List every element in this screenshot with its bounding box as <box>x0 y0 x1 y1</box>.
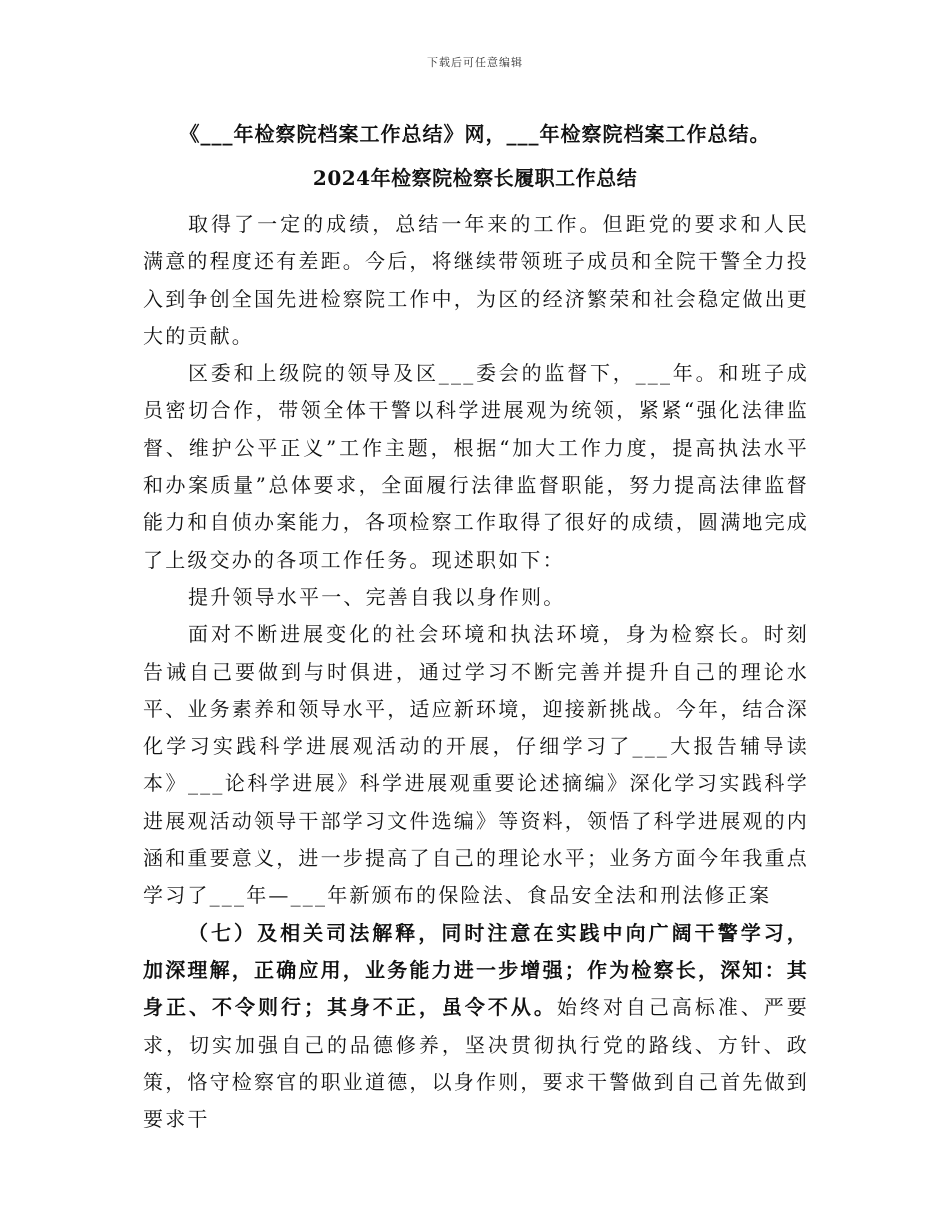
document-title-line-1: 《___年检察院档案工作总结》网，___年检察院档案工作总结。 <box>179 122 771 146</box>
paragraph-1: 取得了一定的成绩，总结一年来的工作。但距党的要求和人民满意的程度还有差距。今后，将继续带领班子成员和全院干警全力投入到争创全国先进检察院工作中，为区的经济繁荣和社会稳定做出更大的贡献。 <box>143 212 809 348</box>
header-note: 下载后可任意编辑 <box>427 56 523 69</box>
paragraph-3: 提升领导水平一、完善自我以身作则。 <box>188 584 566 609</box>
document-title-line-2: 2024年检察院检察长履职工作总结 <box>312 166 638 190</box>
paragraph-5 <box>143 915 809 1139</box>
paragraph-4: 面对不断进展变化的社会环境和执法环境，身为检察长。时刻告诫自己要做到与时俱进，通过学习不断完善并提升自己的理论水平、业务素养和领导水平，适应新环境，迎接新挑战。今年，结合深化学习实践科学进展观活动的开展，仔细学习了___大报告辅导读本》___论科学进展》科学进展观重要论述摘编》深化学习实践科学进展观活动领导干部学习文件选编》等资料，领悟了科学进展观的内涵和重要意义，进一步提高了自己的理论水平；业务方面今年我重点学习了___年—___年新颁布的保险法、食品安全法和刑法修正案 <box>143 622 809 908</box>
paragraph-2: 区委和上级院的领导及区___委会的监督下，___年。和班子成员密切合作，带领全体干警以科学进展观为统领，紧紧“强化法律监督、维护公平正义”工作主题，根据“加大工作力度，提高执法水平和办案质量”总体要求，全面履行法律监督职能，努力提高法律监督能力和自侦办案能力，各项检察工作取得了很好的成绩，圆满地完成了上级交办的各项工作任务。现述职如下： <box>143 361 809 572</box>
paragraph-5-bold-lead: （七）及相关司法解释，同时注意在实践中向广阔干警学习，加深理解，正确应用，业务能力进一步增强；作为检察长，深知：其身正、不令则行；其身不正，虽令不从。 <box>143 920 809 1020</box>
paragraph-5-rest: 始终对自己高标准、严要求，切实加强自己的品德修养，坚决贯彻执行党的路线、方针、政策，恪守检察官的职业道德，以身作则，要求干警做到自己首先做到要求干 <box>143 995 809 1132</box>
document-body <box>143 206 809 1138</box>
